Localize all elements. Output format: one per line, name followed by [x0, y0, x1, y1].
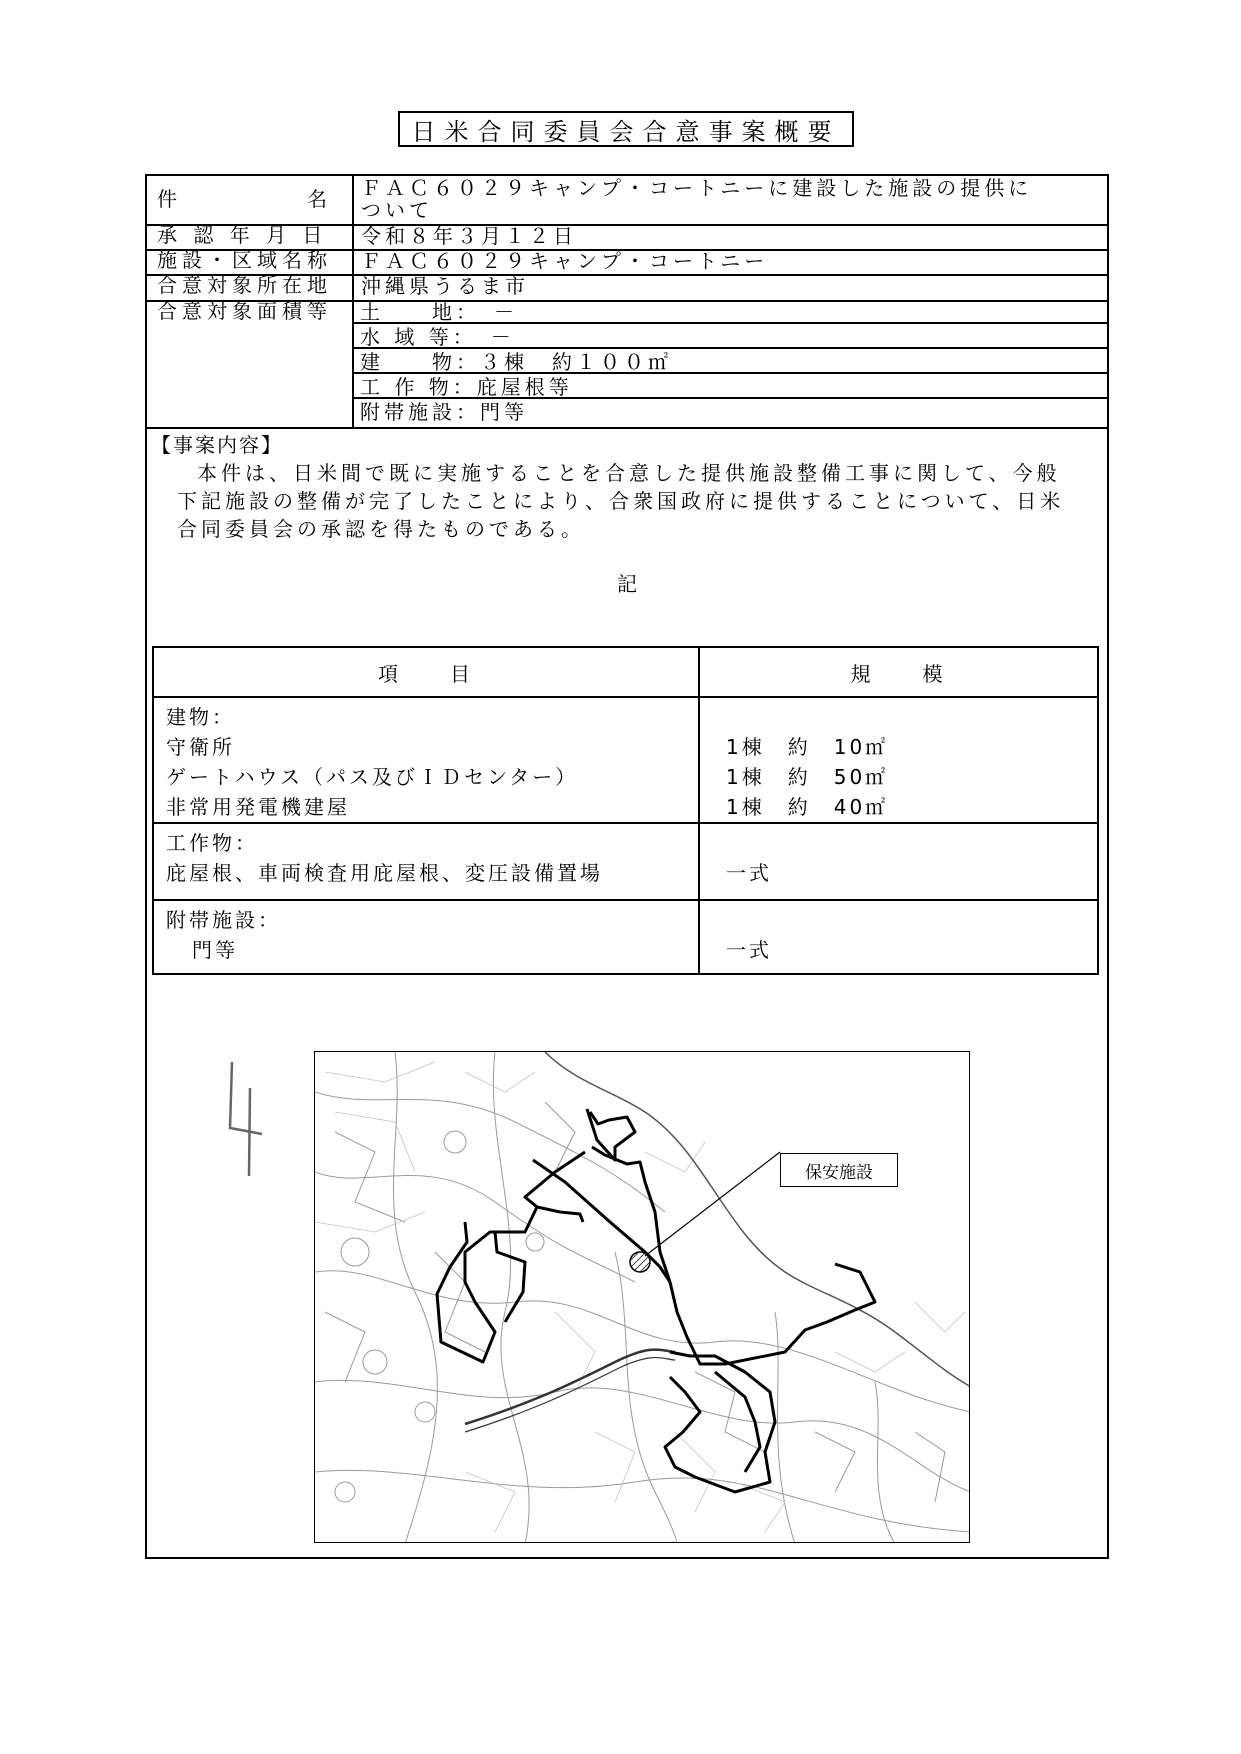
area-item-ancillary: 附帯施設：門等	[360, 400, 528, 424]
structures-cell	[153, 823, 699, 900]
page-title: 日米合同委員会合意事案概要	[398, 111, 854, 147]
map-callout-label: 保安施設	[780, 1153, 898, 1187]
table-row-ancillary	[153, 900, 1098, 974]
subject-value-line2: ついて	[361, 198, 433, 222]
content-paragraph	[177, 459, 1077, 543]
content-heading: 【事案内容】	[151, 433, 283, 457]
location-value: 沖縄県うるま市	[361, 274, 529, 298]
structures-scale: 一式	[699, 823, 1098, 900]
date-row	[147, 224, 1107, 251]
building-scale-3: 1棟 約 40㎡	[726, 795, 889, 819]
structures-item: 庇屋根、車両検査用庇屋根、変圧設備置場	[166, 861, 603, 885]
subject-value	[357, 177, 1107, 221]
north-arrow-icon	[218, 1058, 268, 1176]
area-item-building: 建 物：３棟 約１００㎡	[354, 350, 1107, 374]
building-name-2: ゲートハウス（パス及びＩＤセンター）	[166, 765, 579, 789]
subject-label: 件 名	[147, 176, 354, 224]
building-scale-1: 1棟 約 10㎡	[726, 735, 889, 759]
area-label: 合意対象面積等	[147, 300, 354, 427]
buildings-heading: 建物：	[166, 705, 235, 729]
buildings-scale-cell	[699, 697, 1098, 823]
building-scale-2: 1棟 約 50㎡	[726, 765, 889, 789]
paragraph-line-1: 本件は、日米間で既に実施することを合意した提供施設整備工事に関して、今般	[197, 461, 1061, 485]
site-map	[314, 1051, 970, 1543]
facilities-table	[152, 646, 1099, 975]
structures-heading: 工作物：	[166, 831, 258, 855]
ki-marker: 記	[617, 572, 637, 596]
area-item-land: 土 地： －	[354, 300, 1107, 324]
location-label: 合意対象所在地	[147, 274, 354, 300]
summary-frame	[145, 174, 1109, 1559]
buildings-cell	[153, 697, 699, 823]
facility-label: 施設・区域名称	[147, 249, 354, 274]
date-label: 承 認 年 月 日	[147, 224, 354, 249]
table-header-row	[153, 647, 1098, 697]
paragraph-line-2: 下記施設の整備が完了したことにより、合衆国政府に提供することについて、日米	[177, 489, 1065, 513]
paragraph-line-3: 合同委員会の承認を得たものである。	[177, 517, 585, 541]
building-name-3: 非常用発電機建屋	[166, 795, 350, 819]
date-value: 令和８年３月１２日	[361, 224, 577, 248]
ancillary-cell	[153, 900, 699, 974]
location-row	[147, 274, 1107, 302]
subject-row	[147, 176, 1107, 226]
highway	[465, 1350, 675, 1425]
subject-value-line1: ＦＡＣ６０２９キャンプ・コートニーに建設した施設の提供に	[361, 176, 1033, 200]
area-row	[147, 300, 1107, 429]
area-item-water: 水 域 等： －	[354, 325, 1107, 349]
table-row-structures	[153, 823, 1098, 900]
facility-row	[147, 249, 1107, 276]
col-scale-header: 規 模	[699, 647, 1098, 697]
site-map-drawing	[315, 1052, 970, 1543]
building-name-1: 守衛所	[166, 735, 235, 759]
ancillary-item: 門等	[192, 938, 238, 962]
ancillary-scale: 一式	[699, 900, 1098, 974]
area-item-structure: 工 作 物：庇屋根等	[354, 375, 1107, 399]
ancillary-heading: 附帯施設：	[166, 908, 281, 932]
col-item-header: 項 目	[153, 647, 699, 697]
table-row-buildings	[153, 697, 1098, 823]
facility-value: ＦＡＣ６０２９キャンプ・コートニー	[361, 249, 769, 273]
